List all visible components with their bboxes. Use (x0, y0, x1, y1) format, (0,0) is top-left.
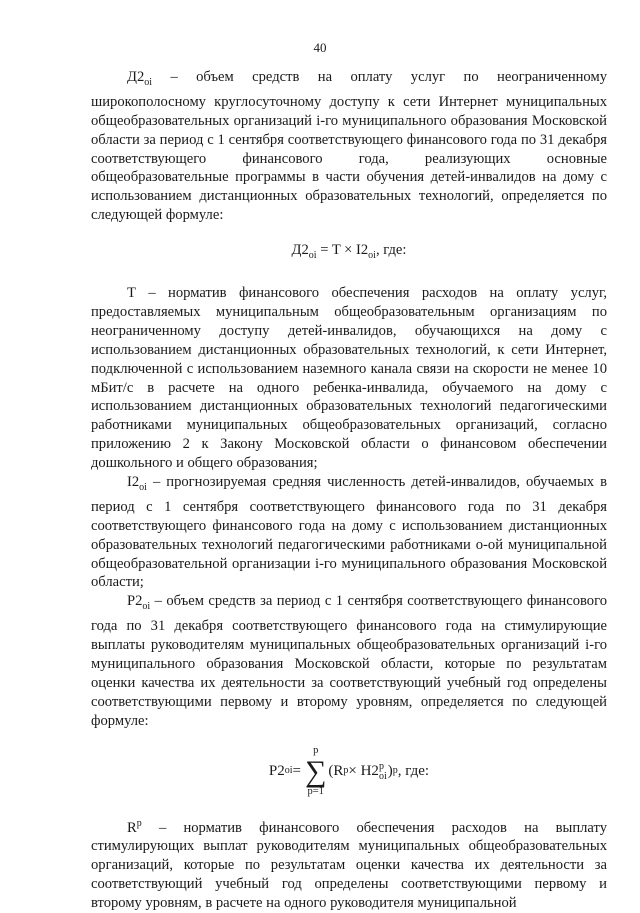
summation (305, 746, 326, 797)
formula-sum-expression (269, 746, 429, 797)
formula-h-superscript: p (378, 760, 384, 772)
paragraph-i2oi-definition (91, 473, 607, 592)
formula-tail: , где: (397, 763, 430, 780)
summation-upper-limit: p (313, 745, 319, 757)
symbol-r: R (127, 819, 137, 836)
page-number: 40 (313, 40, 327, 55)
formula-rhs: = T × I2 (316, 242, 369, 259)
formula-r-term: (R (328, 763, 344, 780)
symbol-i2-subscript: oi (139, 481, 147, 493)
formula-tail: , где: (375, 242, 407, 259)
formula-close-subscript: p (392, 765, 398, 777)
formula-rhs-subscript: oi (368, 250, 376, 262)
formula-lhs-subscript: oi (284, 765, 293, 777)
formula-lhs-subscript: oi (308, 250, 317, 262)
paragraph-text: – норматив финансового обеспечения расходов на выплату стимулирующих выплат руководителям муниципальных общеобразовательных организаций, которые по результатам оценки качества их деятельности за соответствующий учебный год определены соответствующими первому и второму уровням, в расчете на одного руководителя муниципальной (91, 819, 607, 912)
symbol-d2: Д2 (127, 69, 145, 85)
paragraph-d2oi-definition (91, 68, 607, 225)
document-body (91, 68, 607, 913)
paragraph-text: Т – норматив финансового обеспечения расходов на оплату услуг, предоставляемых муниципальным общеобразовательным организациям по неограниченному доступу детей-инвалидов, обучающихся на дому с использованием дистанционных образовательных технологий, к сети Интернет, подключенной с использованием наземного канала связи на скорости не менее 10 мБит/с в расчете на одного ребенка-инвалида, обучаемого на дому с использованием дистанционных образовательных технологий педагогическими работниками муниципальных общеобразовательных организаций, согласно приложению 2 к Закону Московской области о финансовом обеспечении дошкольного и общего образования; (91, 284, 607, 472)
symbol-d2-subscript: oi (144, 76, 153, 88)
summation-sigma-icon: ∑ (305, 754, 327, 788)
paragraph-text: – прогнозируемая средняя численность детей-инвалидов, обучаемых в период с 1 сентября соответствующего финансового года по 31 декабря соответствующего финансового года на дому с использованием дистанционных образовательных технологий педагогическими работниками о-ой муниципальной общеобразовательной организации i-го муниципального образования Московской области; (91, 474, 607, 591)
symbol-p2: Р2 (127, 593, 143, 610)
paragraph-rp-definition (91, 815, 607, 913)
symbol-r-superscript: p (136, 817, 142, 829)
formula-close-paren: ) (387, 763, 393, 780)
formula-h-term: × H2 (348, 763, 379, 780)
symbol-p2-subscript: oi (142, 601, 151, 613)
paragraph-text: – объем средств на оплату услуг по неограниченному широкополосному круглосуточному доступу к сети Интернет муниципальных общеобразовательных организаций i-го муниципального образования Московской области за период с 1 сентября соответствующего финансового года по 31 декабря соответствующего финансового года, реализующих основные общеобразовательные программы в части обучения детей-инвалидов на дому с использованием дистанционных образовательных технологий, определяется по следующей формуле: (91, 69, 607, 224)
formula-h-indices (379, 762, 387, 782)
formula-equals: = (292, 763, 301, 780)
symbol-i2: I2 (127, 474, 140, 491)
formula-h-subscript: oi (378, 770, 387, 782)
formula-p2oi (91, 741, 607, 803)
formula-r-superscript: p (343, 765, 349, 777)
paragraph-t-definition (91, 284, 607, 473)
paragraph-text: – объем средств за период с 1 сентября соответствующего финансового года по 31 декабря соответствующего финансового года на стимулирующие выплаты руководителям муниципальных общеобразовательных организаций i-го муниципального образования Московской области, которые по результатам оценки качества их деятельности за соответствующий учебный год определены соответствующими первому и второму уровням, определяется по следующей формуле: (91, 593, 607, 729)
formula-lhs: Д2 (291, 242, 309, 259)
paragraph-p2oi-definition (91, 592, 607, 730)
formula-d2oi (91, 241, 607, 266)
summation-lower-limit: p=1 (307, 785, 324, 797)
formula-lhs: P2 (268, 763, 285, 780)
